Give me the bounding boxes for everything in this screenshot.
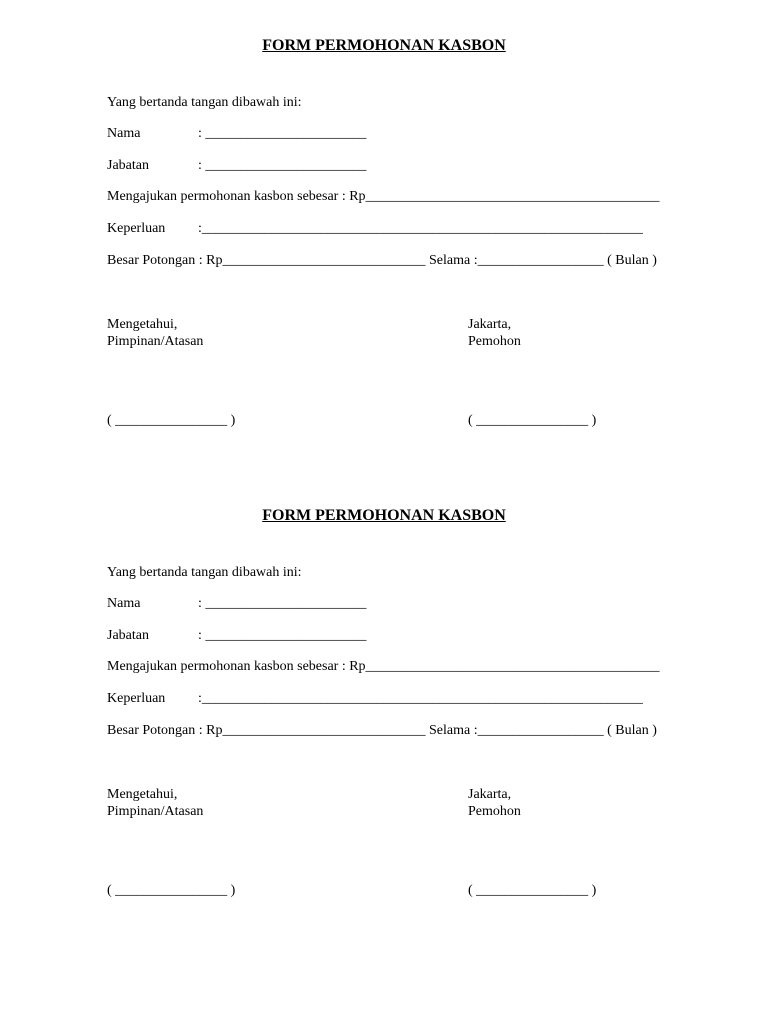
nama-row	[107, 125, 366, 143]
form-title: FORM PERMOHONAN KASBON	[262, 37, 506, 54]
jabatan-row	[107, 157, 366, 175]
jabatan-label: Jabatan	[107, 628, 149, 643]
applicant-block	[468, 316, 521, 350]
kasbon-form-2	[0, 470, 768, 910]
nama-field[interactable]: : _______________________	[198, 126, 367, 141]
approver-line2: Pimpinan/Atasan	[107, 334, 204, 349]
kasbon-form-1	[0, 0, 768, 440]
applicant-line1: Jakarta,	[468, 317, 512, 332]
applicant-line2: Pemohon	[468, 334, 521, 349]
nama-row	[107, 595, 366, 613]
intro-text: Yang bertanda tangan dibawah ini:	[107, 95, 302, 110]
approver-block	[107, 786, 203, 820]
jabatan-field[interactable]: : _______________________	[198, 628, 367, 643]
approver-signature-field[interactable]: ( ________________ )	[107, 413, 236, 428]
approver-line1: Mengetahui,	[107, 317, 178, 332]
approver-line1: Mengetahui,	[107, 787, 178, 802]
keperluan-row	[107, 220, 643, 238]
nama-label: Nama	[107, 126, 141, 141]
potongan-row[interactable]: Besar Potongan : Rp_____________________________ Selama :__________________ ( Bulan )	[107, 253, 657, 268]
approver-line2: Pimpinan/Atasan	[107, 804, 204, 819]
jabatan-row	[107, 627, 366, 645]
potongan-row[interactable]: Besar Potongan : Rp_____________________________ Selama :__________________ ( Bulan )	[107, 723, 657, 738]
keperluan-field[interactable]: :_______________________________________________________________	[198, 221, 643, 236]
keperluan-row	[107, 690, 643, 708]
nama-field[interactable]: : _______________________	[198, 596, 367, 611]
amount-row[interactable]: Mengajukan permohonan kasbon sebesar : Rp__________________________________________	[107, 189, 660, 204]
approver-signature-field[interactable]: ( ________________ )	[107, 883, 236, 898]
applicant-line2: Pemohon	[468, 804, 521, 819]
applicant-signature-field[interactable]: ( ________________ )	[468, 413, 597, 428]
applicant-signature-field[interactable]: ( ________________ )	[468, 883, 597, 898]
intro-text: Yang bertanda tangan dibawah ini:	[107, 565, 302, 580]
keperluan-label: Keperluan	[107, 221, 166, 236]
applicant-line1: Jakarta,	[468, 787, 512, 802]
applicant-block	[468, 786, 521, 820]
keperluan-label: Keperluan	[107, 691, 166, 706]
keperluan-field[interactable]: :_______________________________________________________________	[198, 691, 643, 706]
amount-row[interactable]: Mengajukan permohonan kasbon sebesar : Rp__________________________________________	[107, 659, 660, 674]
jabatan-label: Jabatan	[107, 158, 149, 173]
jabatan-field[interactable]: : _______________________	[198, 158, 367, 173]
form-title: FORM PERMOHONAN KASBON	[262, 507, 506, 524]
nama-label: Nama	[107, 596, 141, 611]
approver-block	[107, 316, 203, 350]
